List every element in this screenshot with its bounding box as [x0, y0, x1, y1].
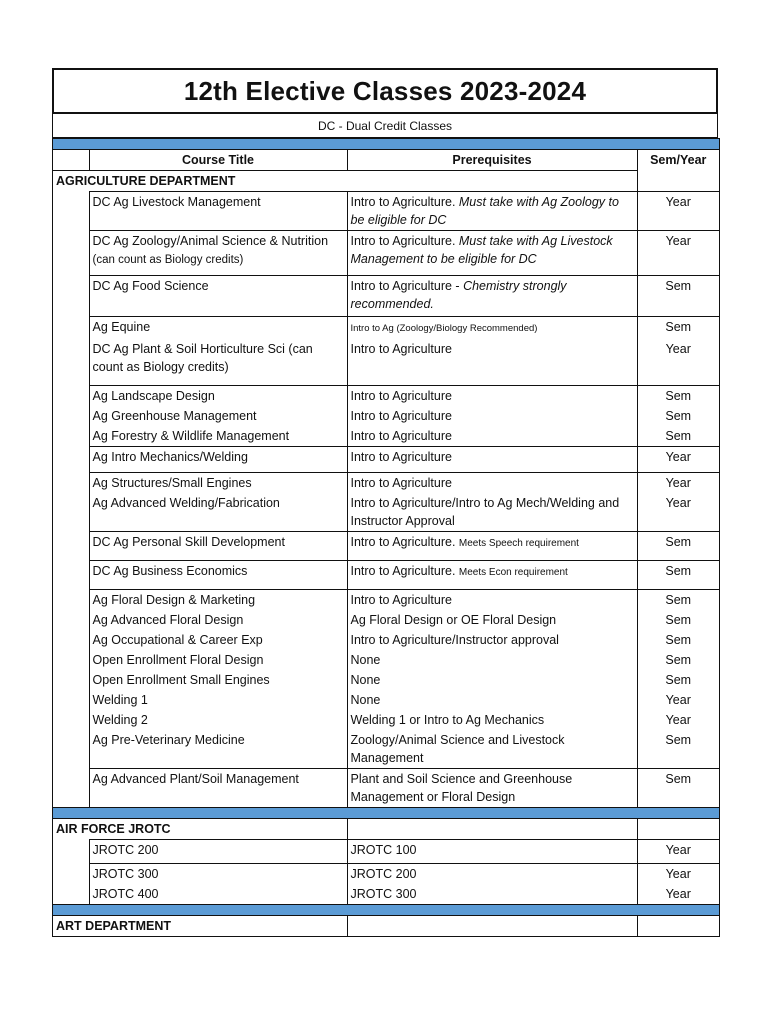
row-spacer [53, 730, 90, 769]
table-row [53, 276, 720, 317]
course-term: Sem [637, 769, 720, 808]
page-title: 12th Elective Classes 2023-2024 [52, 68, 718, 114]
row-spacer [53, 385, 90, 406]
course-title-text: DC Ag Plant & Soil Horticulture Sci (can count as Biology credits) [92, 342, 313, 374]
course-prerequisite [347, 650, 637, 670]
course-title [89, 446, 347, 472]
row-spacer [53, 884, 90, 905]
prereq-text: None [350, 693, 381, 707]
course-prerequisite [347, 317, 637, 340]
table-row [53, 884, 720, 905]
course-title-text: Ag Occupational & Career Exp [92, 633, 263, 647]
course-title-text: DC Ag Zoology/Animal Science & Nutrition [92, 234, 329, 248]
course-term: Sem [637, 610, 720, 630]
course-title [89, 670, 347, 690]
course-prerequisite [347, 769, 637, 808]
course-title [89, 532, 347, 561]
course-prerequisite [347, 192, 637, 231]
prereq-text: Intro to Agriculture/Instructor approval [350, 633, 559, 647]
course-title-text: Open Enrollment Floral Design [92, 653, 264, 667]
row-spacer [53, 231, 90, 276]
course-sheet [52, 68, 718, 937]
row-spacer [53, 472, 90, 493]
department-name: AGRICULTURE DEPARTMENT [53, 171, 638, 192]
header-sem-year: Sem/Year [637, 150, 720, 171]
prereq-small-note: Meets Econ requirement [458, 567, 568, 578]
table-row [53, 730, 720, 769]
separator-band [53, 905, 720, 916]
row-spacer [53, 446, 90, 472]
course-title [89, 710, 347, 730]
prereq-text: Intro to Agriculture/Intro to Ag Mech/Welding and Instructor Approval [350, 495, 620, 528]
table-row [53, 231, 720, 276]
course-prerequisite [347, 532, 637, 561]
header-prerequisites: Prerequisites [347, 150, 637, 171]
course-title-text: Welding 2 [92, 713, 148, 727]
course-term: Sem [637, 730, 720, 769]
prereq-small-note: Meets Speech requirement [458, 538, 579, 549]
course-prerequisite [347, 339, 637, 385]
course-term: Year [637, 864, 720, 885]
course-prerequisite [347, 630, 637, 650]
course-title [89, 630, 347, 650]
course-term: Sem [637, 590, 720, 611]
table-row [53, 650, 720, 670]
row-spacer [53, 532, 90, 561]
course-term: Year [637, 472, 720, 493]
prereq-text: Ag Floral Design or OE Floral Design [350, 613, 557, 627]
course-title: JROTC 400 [89, 884, 347, 905]
course-term: Sem [637, 561, 720, 590]
course-term: Sem [637, 317, 720, 340]
row-spacer [53, 561, 90, 590]
course-prerequisite [347, 561, 637, 590]
table-row [53, 317, 720, 340]
course-title [89, 276, 347, 317]
course-note: (can count as Biology credits) [92, 254, 244, 266]
department-row-afjrotc [53, 819, 720, 840]
prereq-text: Intro to Agriculture [350, 593, 452, 607]
table-row [53, 590, 720, 611]
row-spacer [53, 610, 90, 630]
table-row [53, 339, 720, 385]
row-spacer [53, 317, 90, 340]
department-name: AIR FORCE JROTC [53, 819, 348, 840]
row-spacer [53, 769, 90, 808]
course-term: Year [637, 884, 720, 905]
course-title-text: Ag Advanced Floral Design [92, 613, 244, 627]
course-title [89, 690, 347, 710]
course-term: Year [637, 840, 720, 864]
course-title-text: Ag Forestry & Wildlife Management [92, 428, 290, 443]
prereq-italic-note: Chemistry strongly recommended. [350, 279, 567, 311]
course-title-text: Ag Equine [92, 320, 151, 334]
table-row [53, 472, 720, 493]
course-prerequisite [347, 406, 637, 426]
course-title [89, 610, 347, 630]
prereq-text: Intro to Agriculture [350, 388, 452, 403]
table-row [53, 493, 720, 532]
row-spacer [53, 690, 90, 710]
prereq-text: Intro to Agriculture. [350, 195, 459, 209]
course-prerequisite [347, 610, 637, 630]
prereq-text: Intro to Agriculture - [350, 279, 464, 293]
course-term: Year [637, 231, 720, 276]
course-title-text: Ag Advanced Welding/Fabrication [92, 495, 280, 510]
prereq-text: Plant and Soil Science and Greenhouse Management or Floral Design [350, 772, 573, 804]
prereq-text: Zoology/Animal Science and Livestock Management [350, 733, 565, 765]
row-spacer [53, 840, 90, 864]
prereq-italic-note: Must take with Ag Livestock Management to be eligible for DC [350, 234, 613, 266]
course-title [89, 769, 347, 808]
row-spacer [53, 426, 90, 447]
course-title-text: Ag Advanced Plant/Soil Management [92, 772, 299, 786]
prereq-text: Intro to Agriculture [350, 342, 452, 356]
course-term: Sem [637, 276, 720, 317]
course-term: Year [637, 446, 720, 472]
course-prerequisite [347, 493, 637, 532]
prereq-text: Intro to Agriculture [350, 449, 452, 464]
table-row [53, 670, 720, 690]
prereq-text: None [350, 673, 381, 687]
course-term: Sem [637, 670, 720, 690]
course-title [89, 231, 347, 276]
table-row [53, 610, 720, 630]
row-spacer [53, 710, 90, 730]
prereq-text: Welding 1 or Intro to Ag Mechanics [350, 713, 545, 727]
table-row [53, 840, 720, 864]
course-title-text: Ag Pre-Veterinary Medicine [92, 733, 245, 747]
course-title [89, 317, 347, 340]
course-term: Sem [637, 650, 720, 670]
course-prerequisite: JROTC 200 [347, 864, 637, 885]
course-prerequisite [347, 231, 637, 276]
prereq-text: Intro to Agriculture. [350, 564, 459, 578]
course-term: Year [637, 192, 720, 231]
row-spacer [53, 493, 90, 532]
department-name: ART DEPARTMENT [53, 916, 348, 937]
prereq-small-note: Intro to Ag (Zoology/Biology Recommended) [350, 323, 538, 334]
prereq-text: Intro to Agriculture. [350, 234, 459, 248]
row-spacer [53, 630, 90, 650]
course-title-text: Welding 1 [92, 693, 148, 707]
course-prerequisite: JROTC 300 [347, 884, 637, 905]
course-term: Year [637, 710, 720, 730]
course-prerequisite [347, 670, 637, 690]
table-row [53, 385, 720, 406]
course-term: Year [637, 690, 720, 710]
course-title [89, 472, 347, 493]
table-row [53, 710, 720, 730]
course-term: Sem [637, 630, 720, 650]
course-title-text: Ag Structures/Small Engines [92, 475, 252, 490]
row-spacer [53, 406, 90, 426]
prereq-text: Intro to Agriculture [350, 428, 452, 443]
course-title [89, 192, 347, 231]
course-title [89, 590, 347, 611]
header-course-title: Course Title [89, 150, 347, 171]
row-spacer [53, 670, 90, 690]
prereq-text: Intro to Agriculture [350, 408, 452, 423]
course-title-text: Open Enrollment Small Engines [92, 673, 270, 687]
course-prerequisite [347, 590, 637, 611]
course-prerequisite [347, 472, 637, 493]
prereq-text: Intro to Agriculture. [350, 535, 459, 549]
row-spacer [53, 864, 90, 885]
course-term: Year [637, 339, 720, 385]
course-title [89, 561, 347, 590]
course-title-text: Ag Intro Mechanics/Welding [92, 449, 248, 464]
course-prerequisite [347, 276, 637, 317]
department-row-art [53, 916, 720, 937]
course-prerequisite [347, 730, 637, 769]
course-title-text: Ag Landscape Design [92, 388, 215, 403]
row-spacer [53, 590, 90, 611]
course-title: JROTC 300 [89, 864, 347, 885]
table-row [53, 446, 720, 472]
course-title-text: Ag Floral Design & Marketing [92, 593, 256, 607]
course-term: Year [637, 493, 720, 532]
course-prerequisite: JROTC 100 [347, 840, 637, 864]
table-row [53, 864, 720, 885]
course-title: JROTC 200 [89, 840, 347, 864]
department-row-agriculture [53, 171, 720, 192]
table-row [53, 769, 720, 808]
course-title [89, 650, 347, 670]
table-row [53, 561, 720, 590]
course-title [89, 730, 347, 769]
table-row [53, 426, 720, 447]
course-prerequisite [347, 426, 637, 447]
course-term: Sem [637, 532, 720, 561]
table-row [53, 406, 720, 426]
course-title-text: DC Ag Business Economics [92, 564, 248, 578]
course-title [89, 493, 347, 532]
course-table [52, 138, 720, 937]
course-title [89, 406, 347, 426]
course-title-text: DC Ag Food Science [92, 279, 209, 293]
course-term: Sem [637, 426, 720, 447]
prereq-text: None [350, 653, 381, 667]
page-subtitle: DC - Dual Credit Classes [52, 114, 718, 138]
course-prerequisite [347, 710, 637, 730]
course-title-text: Ag Greenhouse Management [92, 408, 257, 423]
row-spacer [53, 192, 90, 231]
course-term: Sem [637, 385, 720, 406]
table-row [53, 630, 720, 650]
row-spacer [53, 650, 90, 670]
course-prerequisite [347, 446, 637, 472]
prereq-italic-note: Must take with Ag Zoology to be eligible for DC [350, 195, 619, 227]
table-row [53, 690, 720, 710]
row-spacer [53, 339, 90, 385]
table-row [53, 192, 720, 231]
course-prerequisite [347, 385, 637, 406]
row-spacer [53, 276, 90, 317]
course-title-text: DC Ag Livestock Management [92, 195, 261, 209]
course-title [89, 385, 347, 406]
course-title [89, 426, 347, 447]
separator-band [53, 808, 720, 819]
column-header-row [53, 150, 720, 171]
separator-band [53, 139, 720, 150]
course-prerequisite [347, 690, 637, 710]
course-title [89, 339, 347, 385]
prereq-text: Intro to Agriculture [350, 475, 452, 490]
course-term: Sem [637, 406, 720, 426]
table-row [53, 532, 720, 561]
course-title-text: DC Ag Personal Skill Development [92, 535, 285, 549]
